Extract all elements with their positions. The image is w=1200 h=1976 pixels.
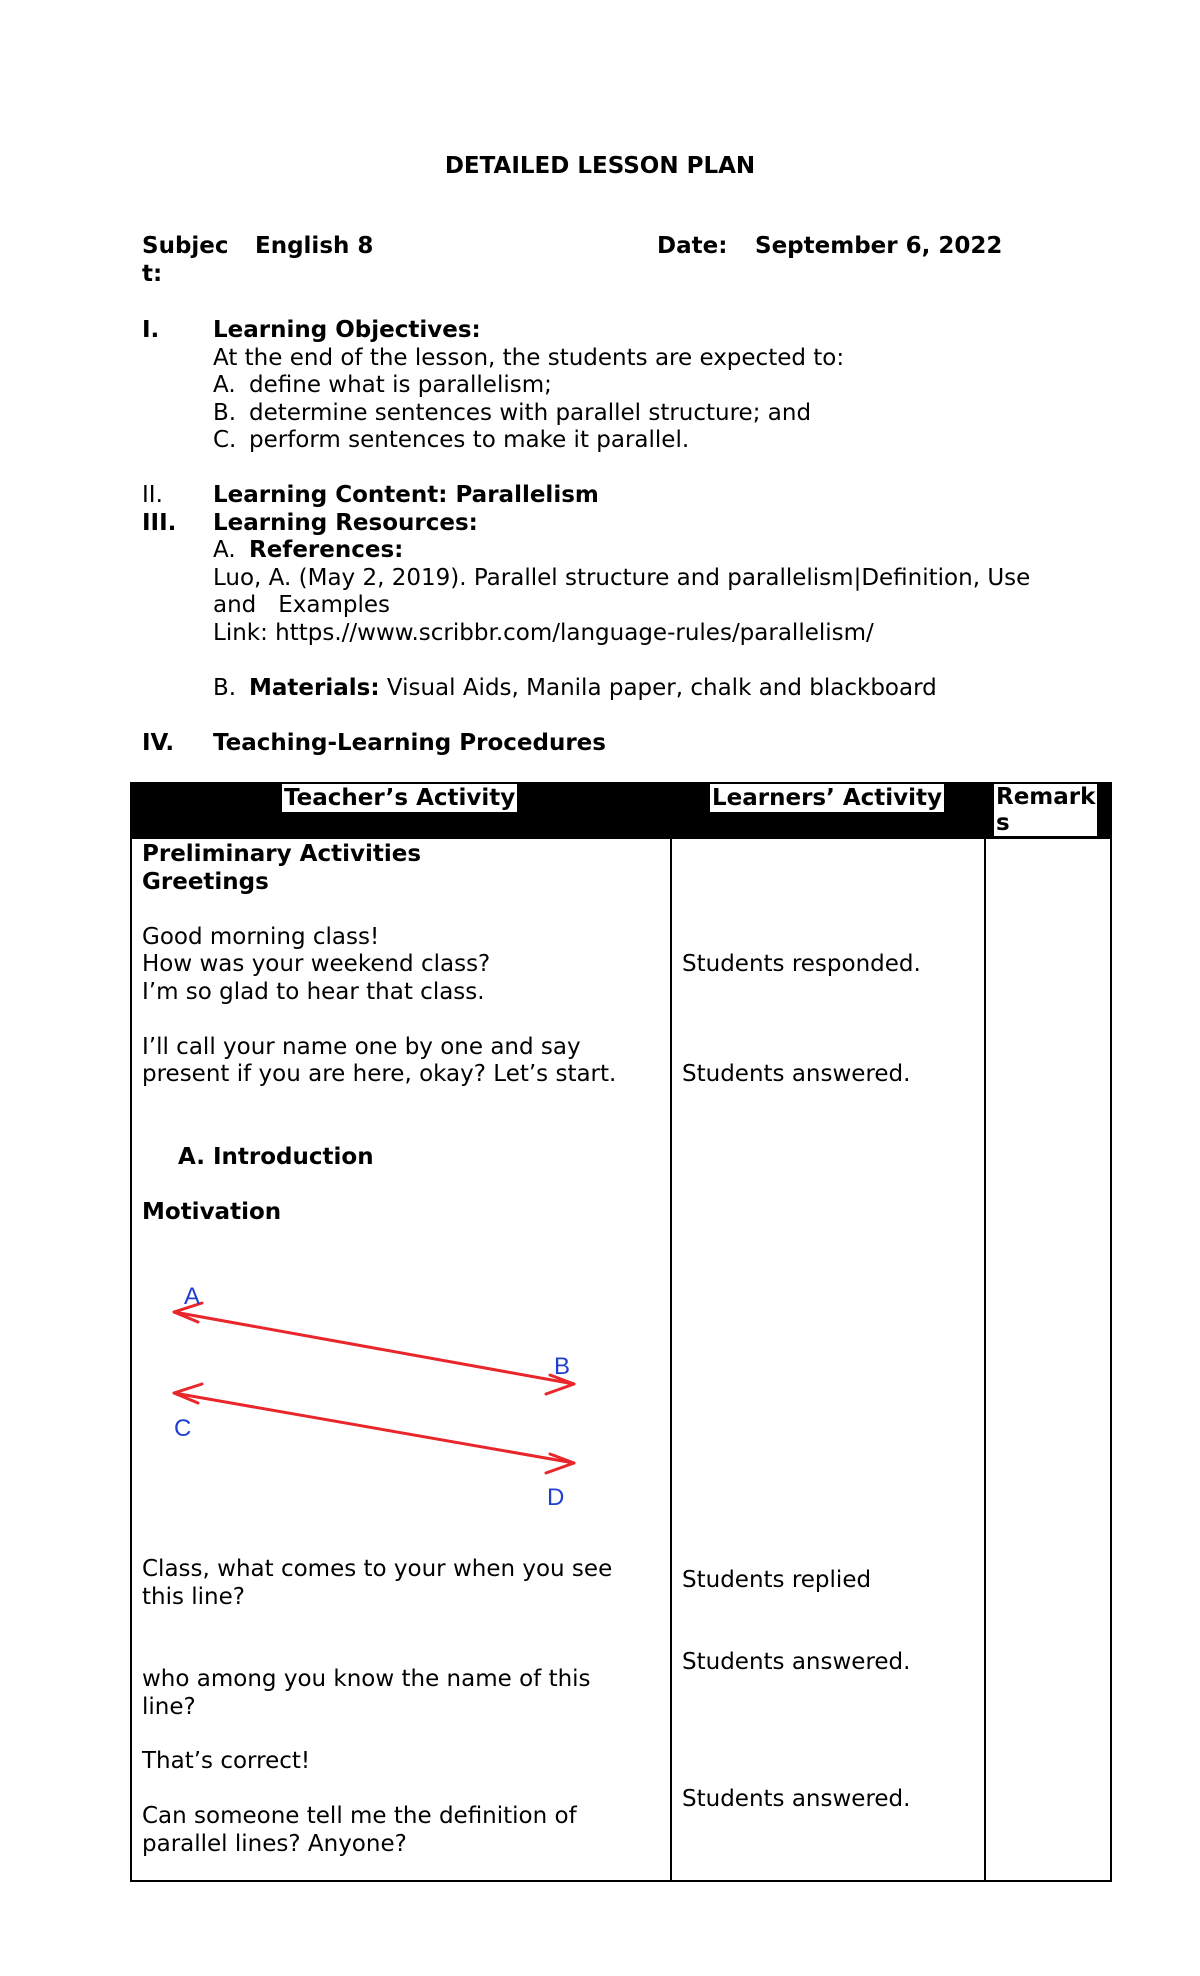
subject-value: English 8 bbox=[255, 233, 374, 259]
arrowhead-d bbox=[546, 1454, 574, 1473]
teacher-question: Can someone tell me the definition of parallel lines? Anyone? bbox=[142, 1803, 577, 1857]
materials-line bbox=[249, 674, 937, 702]
label-a: A bbox=[184, 1283, 201, 1310]
label-b: B bbox=[554, 1353, 571, 1380]
learner-response: Students answered. bbox=[682, 1649, 911, 1675]
objective-item: perform sentences to make it parallel. bbox=[249, 427, 690, 453]
teacher-line: That’s correct! bbox=[142, 1748, 311, 1774]
materials-letter: B. bbox=[213, 675, 237, 701]
objective-item: define what is parallelism; bbox=[249, 372, 552, 398]
section-2-number: II. bbox=[142, 482, 163, 508]
objective-item: determine sentences with parallel structure; and bbox=[249, 400, 812, 426]
materials-heading: Materials: bbox=[249, 675, 380, 701]
table-header bbox=[132, 784, 1110, 839]
date-label: Date: bbox=[657, 233, 728, 259]
section-4-number: IV. bbox=[142, 730, 175, 756]
introduction-heading: A. Introduction bbox=[178, 1144, 374, 1170]
section-1-number: I. bbox=[142, 317, 160, 343]
teacher-question: Class, what comes to your when you see this line? bbox=[142, 1556, 613, 1610]
greetings-heading: Greetings bbox=[142, 869, 269, 895]
header-remarks: Remark s bbox=[996, 784, 1096, 836]
column-divider bbox=[670, 784, 672, 1880]
reference-link: Link: https.//www.scribbr.com/language-rules/parallelism/ bbox=[213, 620, 874, 646]
references-heading: References: bbox=[249, 537, 404, 563]
reference-citation: Luo, A. (May 2, 2019). Parallel structure and parallelism|Definition, Use bbox=[213, 565, 1031, 591]
header-learners-activity: Learners’ Activity bbox=[712, 785, 943, 811]
objectives-intro: At the end of the lesson, the students are expected to: bbox=[213, 345, 845, 371]
teacher-line: How was your weekend class? bbox=[142, 951, 491, 977]
teacher-question: who among you know the name of this line? bbox=[142, 1666, 591, 1720]
arrow-line-ab bbox=[174, 1312, 574, 1384]
section-4-heading: Teaching-Learning Procedures bbox=[213, 730, 606, 756]
date-value: September 6, 2022 bbox=[755, 233, 1003, 259]
header-teachers-activity: Teacher’s Activity bbox=[284, 785, 516, 811]
column-divider bbox=[984, 784, 986, 1880]
materials-text: Visual Aids, Manila paper, chalk and blackboard bbox=[379, 675, 937, 701]
teacher-line: Good morning class! bbox=[142, 924, 380, 950]
objective-letter: C. bbox=[213, 427, 237, 453]
objective-letter: B. bbox=[213, 400, 237, 426]
learner-response: Students replied bbox=[682, 1567, 872, 1593]
arrowhead-c bbox=[174, 1384, 202, 1403]
learner-response: Students answered. bbox=[682, 1061, 911, 1087]
motivation-heading: Motivation bbox=[142, 1199, 282, 1225]
section-3-heading: Learning Resources: bbox=[213, 510, 478, 536]
learner-response: Students answered. bbox=[682, 1786, 911, 1812]
reference-citation-cont: and Examples bbox=[213, 592, 390, 618]
learner-response: Students responded. bbox=[682, 951, 921, 977]
preliminary-activities-heading: Preliminary Activities bbox=[142, 841, 422, 867]
subject-label: Subjec t: bbox=[142, 233, 229, 287]
label-c: C bbox=[174, 1415, 192, 1442]
section-2-heading: Learning Content: Parallelism bbox=[213, 482, 599, 508]
page-title: DETAILED LESSON PLAN bbox=[444, 153, 756, 179]
label-d: D bbox=[547, 1484, 565, 1511]
section-1-heading: Learning Objectives: bbox=[213, 317, 481, 343]
references-letter: A. bbox=[213, 537, 236, 563]
teacher-line: present if you are here, okay? Let’s start. bbox=[142, 1061, 617, 1087]
objective-letter: A. bbox=[213, 372, 236, 398]
arrow-line-cd bbox=[174, 1393, 574, 1463]
section-3-number: III. bbox=[142, 510, 177, 536]
procedures-table bbox=[130, 782, 1112, 1882]
teacher-line: I’ll call your name one by one and say bbox=[142, 1034, 581, 1060]
teacher-line: I’m so glad to hear that class. bbox=[142, 979, 485, 1005]
parallel-lines-diagram bbox=[162, 1274, 582, 1514]
